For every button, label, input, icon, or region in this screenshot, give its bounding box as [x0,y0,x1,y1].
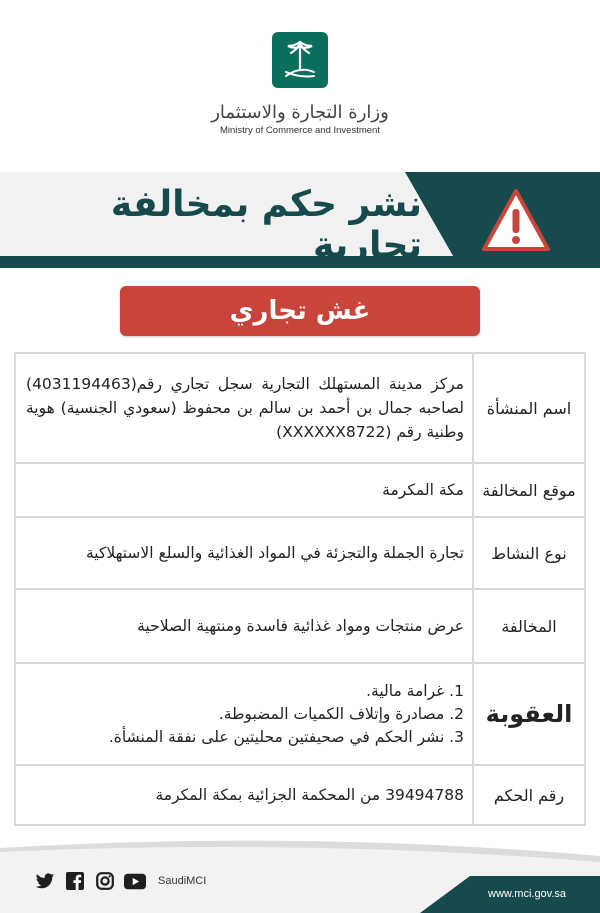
penalty-label: العقوبة [473,663,585,765]
row-label: نوع النشاط [473,517,585,589]
ministry-name-english: Ministry of Commerce and Investment [220,125,380,136]
social-handle[interactable]: SaudiMCI [158,875,207,887]
social-links [34,870,206,892]
ruling-value: 39494788 من المحكمة الجزائية بمكة المكرمة [15,765,473,825]
website-link[interactable]: www.mci.gov.sa [488,888,567,900]
row-value: عرض منتجات ومواد غذائية فاسدة ومنتهية الصلاحية [15,589,473,663]
ministry-logo-block [0,32,600,136]
table-row [15,663,585,765]
table-row [15,463,585,517]
palm-swords-emblem-icon [272,32,328,88]
penalty-list [15,663,473,765]
list-item: 2. مصادرة وإتلاف الكميات المضبوطة. [218,704,464,723]
page-title: نشر حكم بمخالفة تجارية [110,184,422,266]
table-row [15,765,585,825]
row-label: المخالفة [473,589,585,663]
table-row [15,353,585,463]
row-value: تجارة الجملة والتجزئة في المواد الغذائية والسلع الاستهلاكية [15,517,473,589]
row-label: رقم الحكم [473,765,585,825]
twitter-icon[interactable] [34,870,56,892]
violation-type-badge: غش تجاري [120,286,480,336]
instagram-icon[interactable] [94,870,116,892]
table-row [15,517,585,589]
row-value: مركز مدينة المستهلك التجارية سجل تجاري رقم(4031194463) لصاحبه جمال بن أحمد بن سالم بن محفوظ (سعودي الجنسية) هوية وطنية رقم (XXXXXX8722) [15,353,473,463]
warning-icon [480,185,552,255]
facebook-icon[interactable] [64,870,86,892]
list-item: 1. غرامة مالية. [366,681,464,700]
row-value: مكة المكرمة [15,463,473,517]
youtube-icon[interactable] [124,870,146,892]
table-row [15,589,585,663]
row-label: موقع المخالفة [473,463,585,517]
ministry-name-arabic: وزارة التجارة والاستثمار [211,102,389,123]
ruling-details-table [14,352,586,826]
list-item: 3. نشر الحكم في صحيفتين محليتين على نفقة المنشأة. [108,727,464,746]
row-label: اسم المنشأة [473,353,585,463]
